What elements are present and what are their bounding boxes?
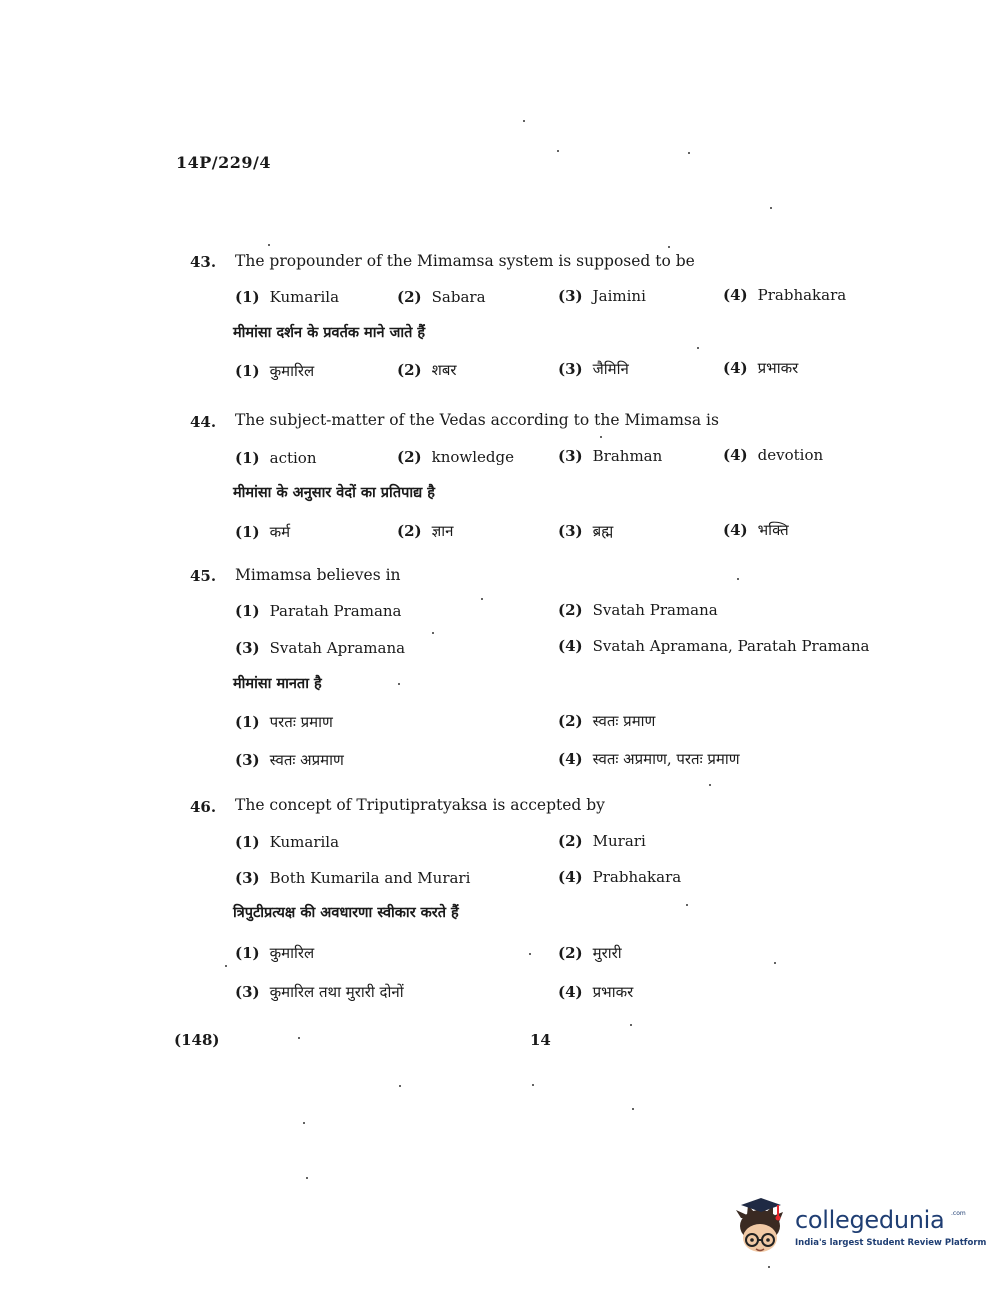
option-label: स्वतः प्रमाण	[592, 712, 656, 730]
option-number: (1)	[235, 523, 260, 541]
scan-speck	[768, 1266, 770, 1268]
option-label: स्वतः अप्रमाण, परतः प्रमाण	[592, 750, 740, 768]
option-hindi	[235, 712, 333, 732]
scan-speck	[770, 207, 772, 209]
booklet-code: (148)	[174, 1031, 220, 1049]
option	[558, 287, 646, 305]
scan-speck	[306, 1177, 308, 1179]
option-number: (1)	[235, 713, 260, 731]
option-label: Svatah Apramana	[269, 639, 406, 657]
option-label: Sabara	[431, 288, 486, 306]
option	[235, 833, 339, 851]
scan-speck	[697, 347, 699, 349]
option-hindi	[558, 521, 613, 541]
question-text-hindi: मीमांसा दर्शन के प्रवर्तक माने जाते हैं	[233, 324, 426, 341]
scan-speck	[298, 1037, 300, 1039]
option-label: प्रभाकर	[757, 359, 799, 377]
option	[558, 832, 646, 850]
option-label: मुरारी	[592, 944, 622, 962]
option-label: Jaimini	[592, 287, 646, 305]
scan-speck	[268, 244, 270, 246]
option-number: (3)	[558, 360, 583, 378]
option	[235, 288, 339, 306]
option-number: (3)	[558, 522, 583, 540]
scan-speck	[557, 150, 559, 152]
option-number: (4)	[558, 868, 583, 886]
logo-wordmark: collegedunia	[795, 1206, 945, 1234]
option-label: स्वतः अप्रमाण	[269, 751, 344, 769]
option-hindi	[558, 749, 740, 769]
option-label: प्रभाकर	[592, 983, 634, 1001]
option-label: Kumarila	[269, 288, 340, 306]
option-hindi	[397, 521, 453, 541]
option	[235, 602, 402, 620]
scan-speck	[600, 436, 602, 438]
option-number: (2)	[558, 601, 583, 619]
option-number: (3)	[558, 287, 583, 305]
option-label: ज्ञान	[431, 522, 454, 540]
option-number: (1)	[235, 449, 260, 467]
scan-speck	[632, 1108, 634, 1110]
scan-speck	[523, 120, 525, 122]
option-number: (4)	[723, 521, 748, 539]
option-label: action	[269, 449, 317, 467]
option-number: (3)	[558, 447, 583, 465]
question-number: 44.	[190, 413, 217, 431]
option-label: Kumarila	[269, 833, 340, 851]
option-number: (2)	[397, 448, 422, 466]
option-label: Brahman	[592, 447, 663, 465]
question-text: The propounder of the Mimamsa system is supposed to be	[235, 252, 695, 270]
question-text-hindi: त्रिपुटीप्रत्यक्ष की अवधारणा स्वीकार करते हैं	[233, 904, 459, 921]
option-number: (1)	[235, 288, 260, 306]
scan-speck	[303, 1122, 305, 1124]
question-text-hindi: मीमांसा मानता है	[233, 675, 322, 692]
scan-speck	[529, 953, 531, 955]
option-number: (2)	[558, 944, 583, 962]
scan-speck	[399, 1085, 401, 1087]
option	[235, 869, 470, 887]
option-number: (3)	[235, 639, 260, 657]
option-number: (3)	[235, 751, 260, 769]
option-label: भक्ति	[757, 521, 789, 539]
option-label: Svatah Pramana	[592, 601, 718, 619]
option-number: (1)	[235, 362, 260, 380]
option-hindi	[558, 711, 655, 731]
collegedunia-logo	[733, 1196, 987, 1260]
scan-speck	[432, 632, 434, 634]
option-label: Prabhakara	[592, 868, 682, 886]
option-label: Both Kumarila and Murari	[269, 869, 471, 887]
option-hindi	[397, 360, 457, 380]
scan-speck	[709, 784, 711, 786]
option-hindi	[558, 982, 633, 1002]
option-hindi	[558, 359, 629, 379]
question-number: 43.	[190, 253, 217, 271]
question-number: 46.	[190, 798, 217, 816]
question-text-hindi: मीमांसा के अनुसार वेदों का प्रतिपाद्य है	[233, 484, 435, 501]
option	[235, 449, 317, 467]
scan-speck	[668, 246, 670, 248]
page-number: 14	[530, 1031, 551, 1049]
option-label: कुमारिल	[269, 362, 315, 380]
option-number: (2)	[558, 712, 583, 730]
scan-speck	[688, 152, 690, 154]
option-label: कुमारिल	[269, 944, 315, 962]
option-hindi	[235, 361, 314, 381]
option-number: (2)	[558, 832, 583, 850]
scan-speck	[630, 1024, 632, 1026]
option-number: (2)	[397, 288, 422, 306]
option-label: शबर	[431, 361, 457, 379]
scan-speck	[686, 904, 688, 906]
mascot-icon	[733, 1196, 791, 1258]
option-number: (4)	[723, 446, 748, 464]
scan-speck	[225, 965, 227, 967]
option-number: (2)	[397, 522, 422, 540]
option	[235, 639, 405, 657]
option-number: (4)	[558, 637, 583, 655]
scan-speck	[737, 578, 739, 580]
question-text: The subject-matter of the Vedas according to the Mimamsa is	[235, 411, 719, 429]
question-text: Mimamsa believes in	[235, 566, 401, 584]
paper-code: 14P/229/4	[176, 153, 272, 172]
question-text: The concept of Triputipratyaksa is accepted by	[235, 796, 605, 814]
option-number: (1)	[235, 944, 260, 962]
option	[558, 868, 681, 886]
option-number: (1)	[235, 833, 260, 851]
scan-speck	[774, 962, 776, 964]
logo-tagline: India's largest Student Review Platform	[795, 1238, 987, 1248]
option-label: Prabhakara	[757, 286, 847, 304]
logo-domain: .com	[951, 1210, 966, 1217]
option-label: ब्रह्म	[592, 522, 614, 540]
option	[558, 637, 869, 655]
option-label: devotion	[757, 446, 824, 464]
option-number: (4)	[723, 286, 748, 304]
option-label: knowledge	[431, 448, 515, 466]
option-hindi	[235, 522, 290, 542]
option-number: (3)	[235, 869, 260, 887]
option-hindi	[235, 943, 314, 963]
option-number: (4)	[558, 750, 583, 768]
option	[397, 448, 514, 466]
scan-speck	[398, 683, 400, 685]
option-label: Svatah Apramana, Paratah Pramana	[592, 637, 870, 655]
option-hindi	[723, 520, 789, 540]
option	[723, 286, 846, 304]
option	[558, 447, 662, 465]
option-number: (2)	[397, 361, 422, 379]
option-number: (4)	[723, 359, 748, 377]
question-number: 45.	[190, 567, 217, 585]
scan-speck	[532, 1084, 534, 1086]
option-label: कर्म	[269, 523, 291, 541]
option-number: (1)	[235, 602, 260, 620]
option-label: कुमारिल तथा मुरारी दोनों	[269, 983, 404, 1001]
option-label: जैमिनि	[592, 360, 629, 378]
option	[558, 601, 718, 619]
option-number: (3)	[235, 983, 260, 1001]
option-hindi	[235, 982, 404, 1002]
option-hindi	[235, 750, 344, 770]
option	[397, 288, 486, 306]
option-label: Murari	[592, 832, 646, 850]
option-label: परतः प्रमाण	[269, 713, 333, 731]
option-label: Paratah Pramana	[269, 602, 402, 620]
scan-speck	[481, 598, 483, 600]
option-hindi	[558, 943, 622, 963]
option-number: (4)	[558, 983, 583, 1001]
option	[723, 446, 823, 464]
option-hindi	[723, 358, 798, 378]
